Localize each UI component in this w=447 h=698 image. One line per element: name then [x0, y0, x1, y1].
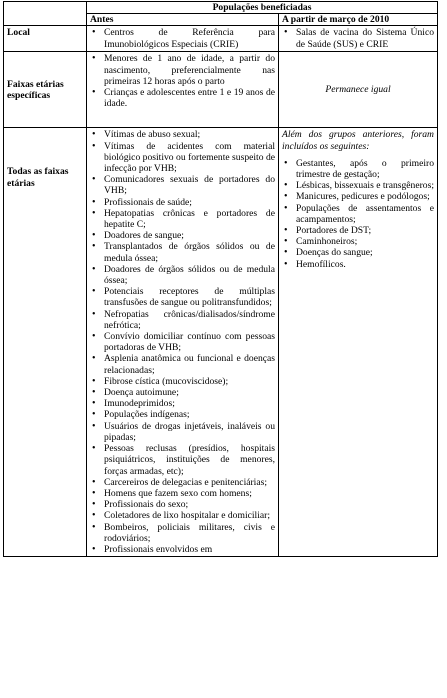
list-item: • Comunicadores sexuais de portadores do VHB;: [90, 174, 275, 196]
list-item: • Vítimas de abuso sexual;: [90, 129, 275, 140]
header-row: [4, 2, 438, 14]
list-item: • Hemofílicos.: [282, 259, 434, 270]
list-item: • Bombeiros, policiais militares, civis e rodoviários;: [90, 522, 275, 544]
corner-cell-lower: [4, 14, 87, 26]
list-item: • Homens que fazem sexo com homens;: [90, 488, 275, 499]
row-label-todas-faixas: [4, 128, 87, 557]
list-item: • Convívio domiciliar contínuo com pessoas portadoras de VHB;: [90, 331, 275, 353]
list-item: • Carcereiros de delegacias e penitenciárias;: [90, 477, 275, 488]
list-item: • Doença autoimune;: [90, 387, 275, 398]
list-item: • Doenças do sangue;: [282, 247, 434, 258]
list-item: • Doadores de órgãos sólidos ou de medula óssea;: [90, 264, 275, 286]
list-item: • Populações de assentamentos e acampamentos;: [282, 203, 434, 225]
list-item: • Fibrose cística (mucoviscidose);: [90, 376, 275, 387]
cell-faixas-after: Permanece igual: [279, 52, 438, 128]
after-list: [282, 158, 434, 270]
list-item: • Doadores de sangue;: [90, 230, 275, 241]
row-label-faixas-especificas: [4, 52, 87, 128]
cell-local-after: [279, 26, 438, 52]
cell-todas-before: [87, 128, 279, 557]
list-item: • Imunodeprimidos;: [90, 398, 275, 409]
row-local: [4, 26, 438, 52]
list-item: • Portadores de DST;: [282, 225, 434, 236]
list-item: • Profissionais do sexo;: [90, 499, 275, 510]
row-label-line: Faixas etárias: [7, 78, 64, 90]
list-item: • Asplenia anatômica ou funcional e doenças relacionadas;: [90, 353, 275, 375]
row-label-line: específicas: [7, 89, 51, 101]
header-main: Populações beneficiadas: [87, 2, 438, 14]
list-item: • Menores de 1 ano de idade, a partir do nascimento, preferencialmente nas primeiras 12 horas após o parto: [90, 53, 275, 87]
row-label-local: Local: [4, 26, 87, 52]
list-item: • Crianças e adolescentes entre 1 e 19 anos de idade.: [90, 87, 275, 109]
list-item: • Manicures, pedicures e podólogos;: [282, 191, 434, 202]
list-item: • Transplantados de órgãos sólidos ou de medula óssea;: [90, 241, 275, 263]
row-label-line: Todas as faixas: [7, 166, 69, 178]
cell-faixas-before: [87, 52, 279, 128]
list-item: • Profissionais de saúde;: [90, 197, 275, 208]
row-label-line: etárias: [7, 177, 35, 189]
after-intro: Além dos grupos anteriores, foram incluídos os seguintes:: [282, 129, 434, 152]
list-item: • Coletadores de lixo hospitalar e domiciliar;: [90, 510, 275, 521]
cell-local-before: [87, 26, 279, 52]
list-item: • Centros de Referência para Imunobiológicos Especiais (CRIE): [90, 27, 275, 49]
subheader-row: [4, 14, 438, 26]
row-faixas-especificas: [4, 52, 438, 128]
list-item: • Populações indígenas;: [90, 409, 275, 420]
list-item: • Potenciais receptores de múltiplas transfusões de sangue ou politransfundidos;: [90, 286, 275, 308]
list-item: • Usuários de drogas injetáveis, inaláveis ou pipadas;: [90, 421, 275, 443]
list-item: • Hepatopatias crônicas e portadores de hepatite C;: [90, 208, 275, 230]
row-todas-faixas: [4, 128, 438, 557]
column-header-before: Antes: [87, 14, 279, 26]
list-item: • Salas de vacina do Sistema Único de Saúde (SUS) e CRIE: [282, 27, 434, 49]
list-item: • Lésbicas, bissexuais e transgêneros;: [282, 180, 434, 191]
column-header-after: A partir de março de 2010: [279, 14, 438, 26]
list-item: • Caminhoneiros;: [282, 236, 434, 247]
beneficiary-populations-table: [3, 1, 438, 557]
list-item: • Pessoas reclusas (presídios, hospitais psiquiátricos, instituições de menores, forças armadas, etc);: [90, 443, 275, 477]
list-item: • Gestantes, após o primeiro trimestre de gestação;: [282, 158, 434, 180]
list-item: • Nefropatias crônicas/dialisados/síndrome nefrótica;: [90, 309, 275, 331]
list-item: • Vítimas de acidentes com material biológico positivo ou fortemente suspeito de infecção por VHB;: [90, 141, 275, 175]
before-list: [90, 129, 275, 555]
corner-cell: [4, 2, 87, 14]
list-item: • Profissionais envolvidos em: [90, 544, 275, 555]
cell-todas-after: [279, 128, 438, 557]
